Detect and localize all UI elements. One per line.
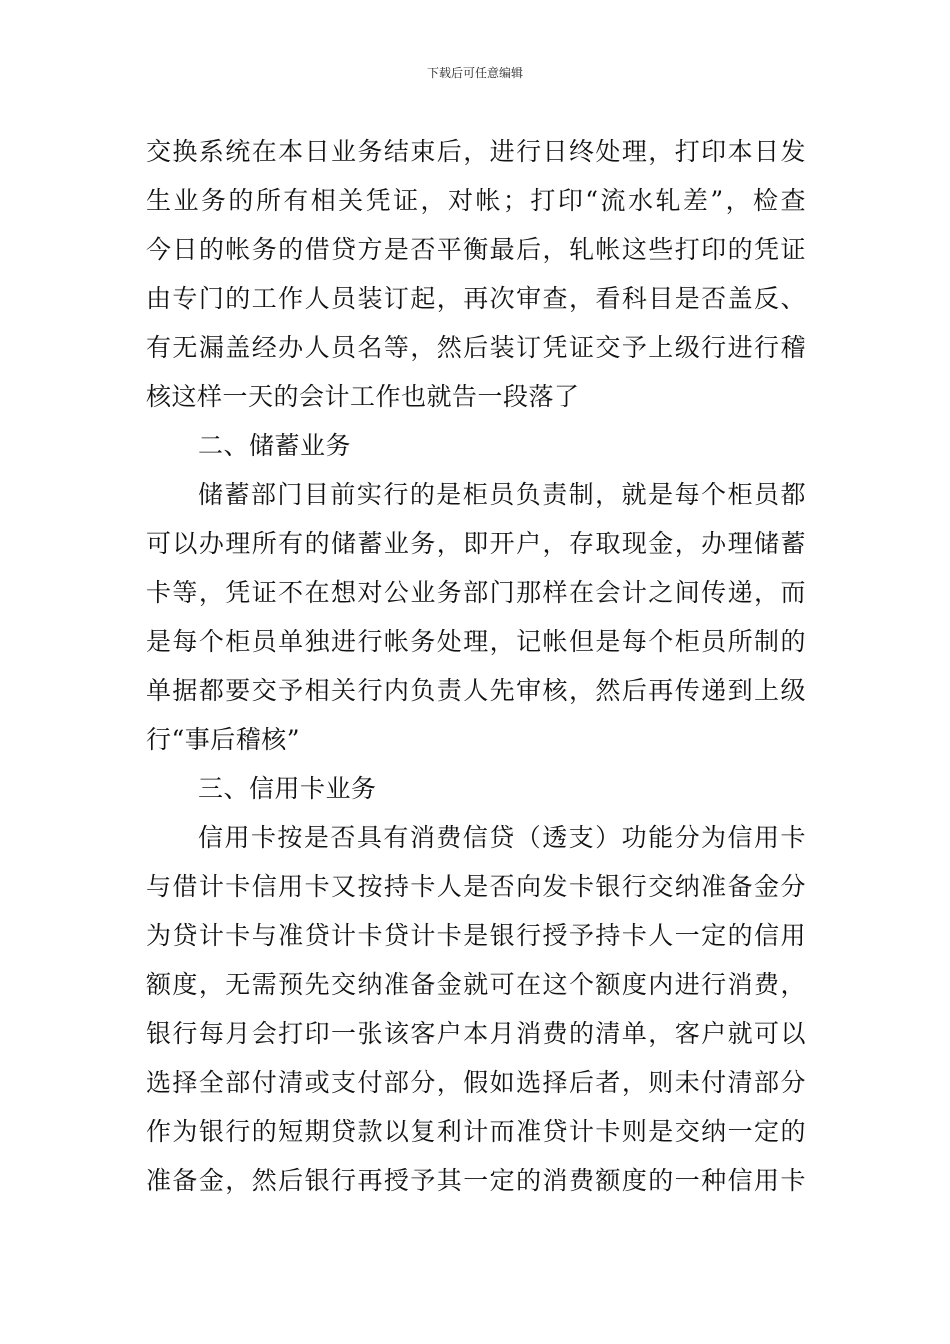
text-line: 与借计卡信用卡又按持卡人是否向发卡银行交纳准备金分 (146, 872, 806, 901)
paragraph-daily-closing (146, 127, 806, 421)
text-line: 交换系统在本日业务结束后，进行日终处理，打印本日发 (146, 137, 806, 166)
text-line: 核这样一天的会计工作也就告一段落了 (146, 382, 580, 411)
text-line: 今日的帐务的借贷方是否平衡最后，轧帐这些打印的凭证 (146, 235, 806, 264)
text-line: 作为银行的短期贷款以复利计而准贷计卡则是交纳一定的 (146, 1117, 806, 1146)
text-line: 是每个柜员单独进行帐务处理，记帐但是每个柜员所制的 (146, 627, 806, 656)
text-line: 选择全部付清或支付部分，假如选择后者，则未付清部分 (146, 1068, 806, 1097)
document-body (146, 127, 806, 1205)
text-line: 行“事后稽核” (146, 725, 301, 754)
text-line: 卡等，凭证不在想对公业务部门那样在会计之间传递，而 (146, 578, 806, 607)
page-header: 下载后可任意编辑 (426, 66, 523, 80)
text-line: 由专门的工作人员装订起，再次审查，看科目是否盖反、 (146, 284, 806, 313)
paragraph-savings (146, 470, 806, 764)
section-heading-credit-card: 三、信用卡业务 (198, 774, 377, 803)
text-line: 准备金，然后银行再授予其一定的消费额度的一种信用卡 (146, 1166, 806, 1195)
text-line: 储蓄部门目前实行的是柜员负责制，就是每个柜员都 (198, 480, 806, 509)
text-line: 单据都要交予相关行内负责人先审核，然后再传递到上级 (146, 676, 806, 705)
text-line: 可以办理所有的储蓄业务，即开户，存取现金，办理储蓄 (146, 529, 806, 558)
text-line: 银行每月会打印一张该客户本月消费的清单，客户就可以 (146, 1019, 806, 1048)
section-heading-savings: 二、储蓄业务 (198, 431, 352, 460)
text-line: 额度，无需预先交纳准备金就可在这个额度内进行消费， (146, 970, 806, 999)
text-line: 生业务的所有相关凭证，对帐；打印“流水轧差”，检查 (146, 186, 806, 215)
text-line: 为贷计卡与准贷计卡贷计卡是银行授予持卡人一定的信用 (146, 921, 806, 950)
text-line: 信用卡按是否具有消费信贷（透支）功能分为信用卡 (198, 823, 806, 852)
paragraph-credit-card (146, 813, 806, 1205)
text-line: 有无漏盖经办人员名等，然后装订凭证交予上级行进行稽 (146, 333, 806, 362)
